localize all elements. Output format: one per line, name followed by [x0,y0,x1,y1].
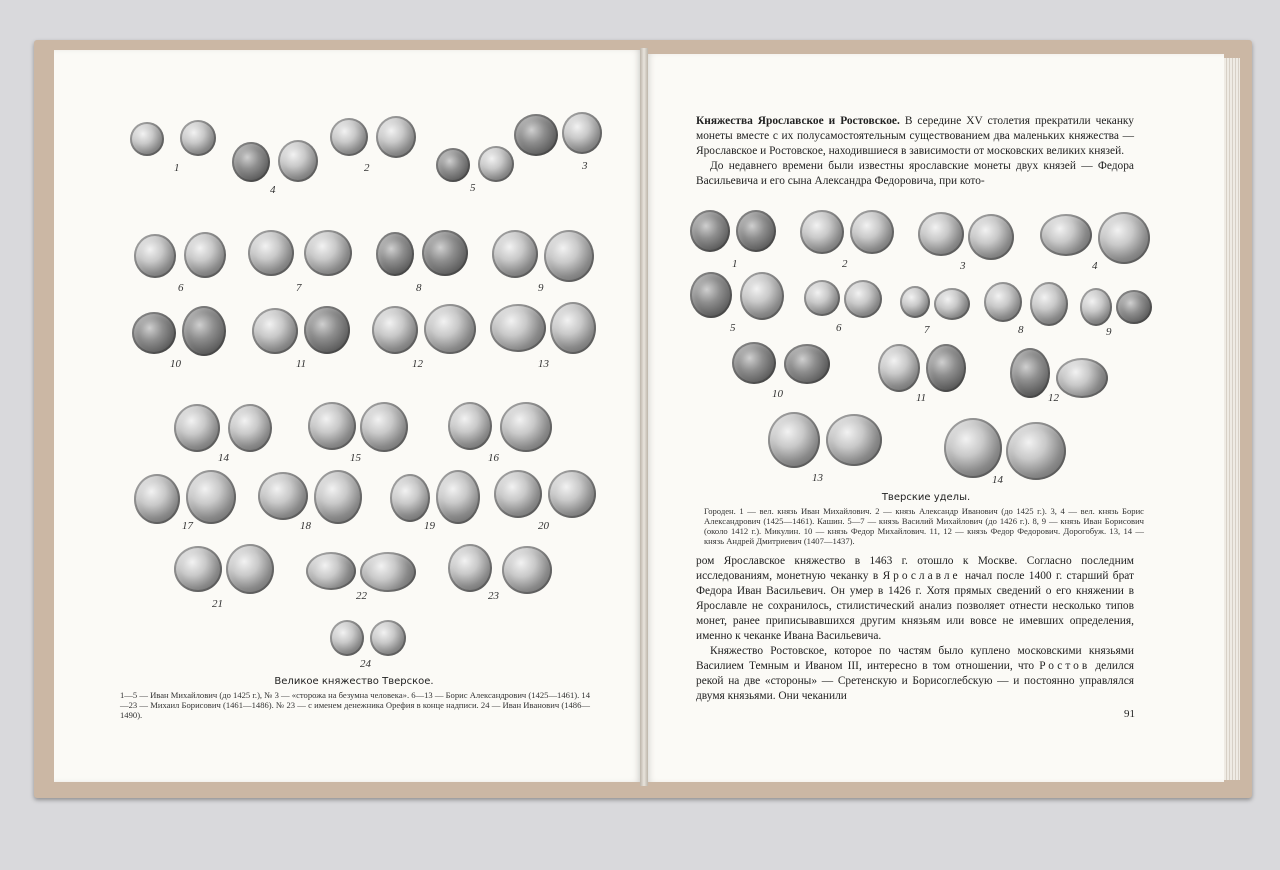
coin-image [360,552,416,592]
coin-number: 19 [424,520,435,532]
coin-image [370,620,406,656]
coin-number: 23 [488,590,499,602]
coin-image [732,342,776,384]
coin-image [690,272,732,318]
coin-image [740,272,784,320]
coin-image [478,146,514,182]
coin-image [878,344,920,392]
coin-image [494,470,542,518]
coin-image [900,286,930,318]
coin-number: 5 [470,182,476,194]
right-caption-title: Тверские уделы. [881,492,971,503]
coin-number: 3 [960,260,966,272]
coin-number: 12 [412,358,423,370]
coin-image [330,118,368,156]
coin-image [492,230,538,278]
coin-number: 2 [364,162,370,174]
coin-image [252,308,298,354]
coin-image [330,620,364,656]
coin-image [436,148,470,182]
coin-number: 6 [836,322,842,334]
coin-image [784,344,830,384]
coin-image [1040,214,1092,256]
coin-image [768,412,820,468]
coin-image [134,474,180,524]
coin-number: 18 [300,520,311,532]
intro-paragraph-2: До недавнего времени были известны ярославские монеты двух князей — Федора Васильевича и его сына Александра Федоровича, при кото- [696,160,1134,187]
coin-number: 4 [270,184,276,196]
coin-number: 24 [360,658,371,670]
coin-image [132,312,176,354]
coin-number: 7 [924,324,930,336]
coin-image [248,230,294,276]
coin-image [360,402,408,452]
coin-image [134,234,176,278]
coin-image [1006,422,1066,480]
coin-number: 16 [488,452,499,464]
coin-image [514,114,558,156]
coin-image [372,306,418,354]
body-paragraph-2-end: делился рекой на две «стороны» — Сретенскую и Борисоглебскую — и постоянно управлялся двумя князьями. Они чеканили [696,660,1134,702]
coin-number: 14 [992,474,1003,486]
coin-image [174,546,222,592]
coin-image [800,210,844,254]
coin-image [804,280,840,316]
coin-image [448,402,492,450]
coin-image [174,404,220,452]
coin-image [1030,282,1068,326]
coin-number: 14 [218,452,229,464]
coin-number: 10 [772,388,783,400]
left-caption-title: Великое княжество Тверское. [274,676,434,687]
coin-number: 13 [538,358,549,370]
main-text [696,554,1134,704]
coin-image [544,230,594,282]
book-gutter [640,48,648,786]
coin-image [1116,290,1152,324]
coin-number: 13 [812,472,823,484]
coin-image [130,122,164,156]
city-rostov: Ростов [1039,660,1091,672]
coin-image [548,470,596,518]
coin-image [424,304,476,354]
coin-image [278,140,318,182]
coin-image [448,544,492,592]
intro-paragraph-1: В середине XV столетия прекратили чеканку монеты вместе с их полусамостоятельным существованием два маленьких княжества — Ярославское и Ростовское, находившиеся в зависимости от московских великих князей. [696,115,1134,157]
coin-image [944,418,1002,478]
body-paragraph-2-start: Княжество Ростовское, которое по частям было куплено московскими князьями Василием Темным и Иваном III, интересно в том отношении, что [696,645,1134,672]
coin-image [436,470,480,524]
coin-number: 8 [1018,324,1024,336]
body-paragraph-1-end: начал после 1400 г. старший брат Федора Иван Васильевич. Он умер в 1426 г. Хотя прямых сведений о его княжении в Ярославле не сохранилось, стилистический анализ позволяет отнести несколько типов монет, ранее приписывавшихся другим князьям или вовсе не имевших определения, именно к чеканке Ивана Васильевича. [696,570,1134,642]
coin-image [258,472,308,520]
coin-number: 1 [174,162,180,174]
left-caption-text: 1—5 — Иван Михайлович (до 1425 г.), № 3 — «сторожа на безумна человека». 6—13 — Борис Александрович (1425—1461). 14—23 — Михаил Борисович (1461—1486). № 23 — с именем денежника Орефия в конце надписи. 24 — Иван Иванович (1486—1490). [120,690,590,720]
coin-number: 17 [182,520,193,532]
coin-image [306,552,356,590]
coin-image [308,402,356,450]
coin-image [826,414,882,466]
page-edges [1224,58,1240,780]
coin-image [968,214,1014,260]
coin-number: 20 [538,520,549,532]
coin-image [1098,212,1150,264]
coin-image [850,210,894,254]
coin-image [500,402,552,452]
coin-image [228,404,272,452]
coin-number: 22 [356,590,367,602]
coin-image [502,546,552,594]
coin-image [304,230,352,276]
right-page [646,54,1224,782]
coin-number: 15 [350,452,361,464]
coin-image [390,474,430,522]
coin-number: 9 [1106,326,1112,338]
coin-number: 5 [730,322,736,334]
coin-number: 2 [842,258,848,270]
intro-text [696,114,1134,189]
city-yaroslavl: Ярославле [882,570,961,582]
coin-image [376,232,414,276]
coin-image [180,120,216,156]
coin-number: 21 [212,598,223,610]
coin-image [232,142,270,182]
coin-image [1010,348,1050,398]
coin-image [304,306,350,354]
coin-image [1056,358,1108,398]
coin-image [736,210,776,252]
right-caption-text: Городен. 1 — вел. князь Иван Михайлович. 2 — князь Александр Иванович (до 1425 г.). 3, 4 — вел. князь Борис Александрович (1425—1461). Кашин. 5—7 — князь Василий Михайлович (до 1426 г.). 8, 9 — князь Иван Борисович (около 1412 г.). Микулин. 10 — князь Федор Михайлович. 11, 12 — князь Федор Федорович. Дорогобуж. 13, 14 — князь Андрей Дмитриевич (1407—1437). [704,506,1144,546]
coin-image [934,288,970,320]
coin-number: 3 [582,160,588,172]
coin-image [844,280,882,318]
coin-image [984,282,1022,322]
coin-image [1080,288,1112,326]
coin-image [186,470,236,524]
coin-number: 6 [178,282,184,294]
coin-number: 12 [1048,392,1059,404]
coin-number: 10 [170,358,181,370]
body-paragraph-1-start: ром Ярославское княжество в 1463 г. отошло к Москве. Согласно последним исследованиям, монетную чеканку в [696,555,1134,582]
coin-number: 11 [296,358,307,370]
coin-image [926,344,966,392]
coin-image [182,306,226,356]
coin-number: 1 [732,258,738,270]
coin-image [184,232,226,278]
left-page [54,50,642,782]
coin-image [314,470,362,524]
coin-number: 7 [296,282,302,294]
coin-number: 11 [916,392,927,404]
coin-image [490,304,546,352]
section-heading: Княжества Ярославское и Ростовское. [696,115,900,127]
coin-image [422,230,468,276]
coin-image [918,212,964,256]
page-number: 91 [1124,708,1135,720]
coin-image [562,112,602,154]
coin-image [226,544,274,594]
coin-image [690,210,730,252]
coin-number: 8 [416,282,422,294]
coin-number: 4 [1092,260,1098,272]
coin-image [550,302,596,354]
coin-image [376,116,416,158]
coin-number: 9 [538,282,544,294]
